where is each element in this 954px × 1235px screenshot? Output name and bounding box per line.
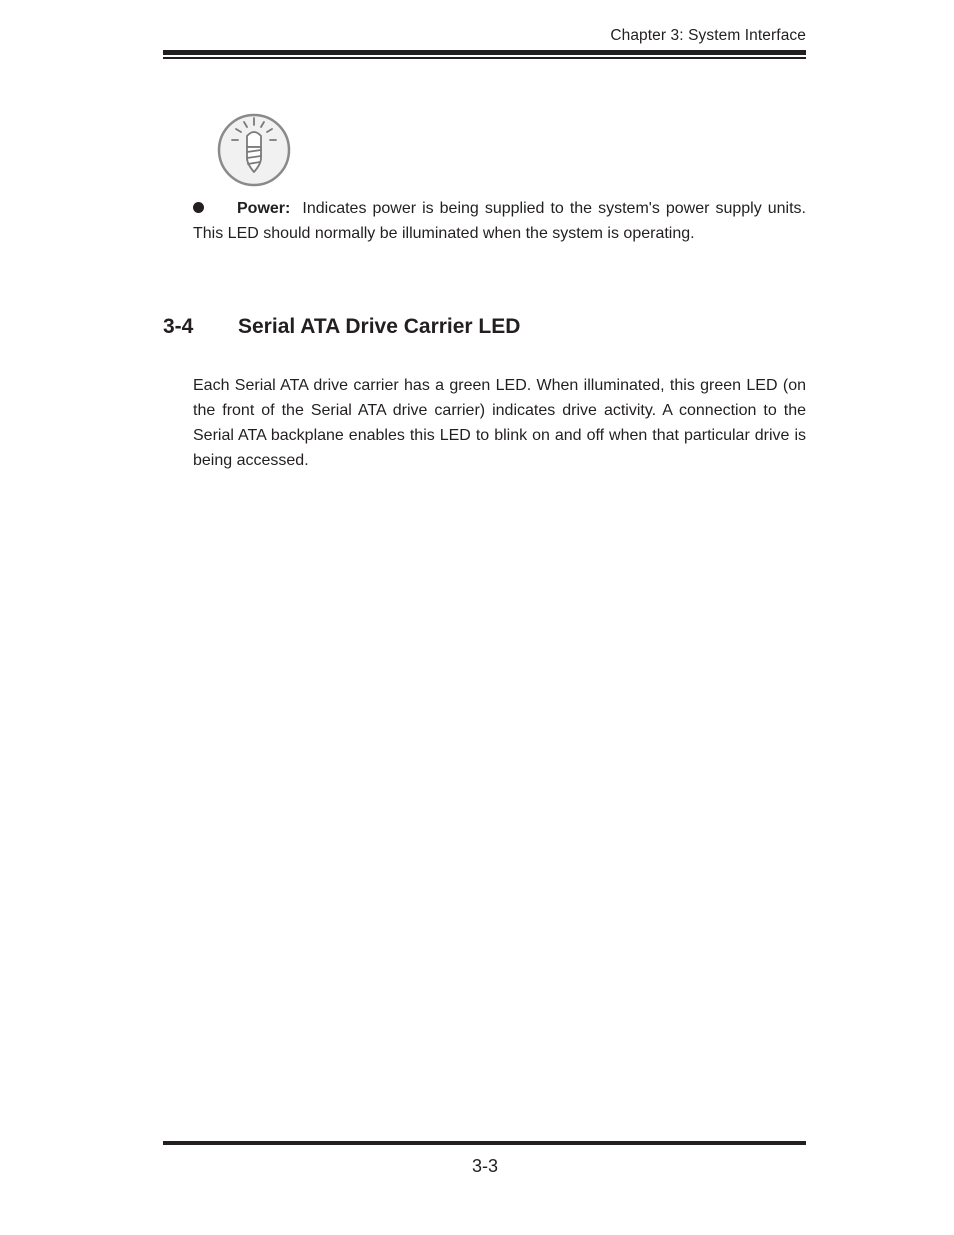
power-label: Power: [237,200,291,217]
page-number: 3-3 [472,1156,499,1176]
section-heading [163,315,520,339]
running-header: Chapter 3: System Interface [610,27,806,44]
light-bulb-icon [216,112,292,188]
footer-rule [163,1141,806,1145]
power-description [193,196,806,246]
header-rule-thin [163,57,806,59]
section-title: Serial ATA Drive Carrier LED [238,315,521,338]
power-text: Indicates power is being supplied to the system's power supply units. This LED should normally be illuminated when the system is operating. [193,200,806,242]
section-number: 3-4 [163,315,194,338]
header-rule-thick [163,50,806,55]
section-body: Each Serial ATA drive carrier has a green LED. When illuminated, this green LED (on the front of the Serial ATA drive carrier) indicates drive activity. A connection to the Serial ATA backplane enables this LED to blink on and off when that particular drive is being accessed. [193,377,806,469]
